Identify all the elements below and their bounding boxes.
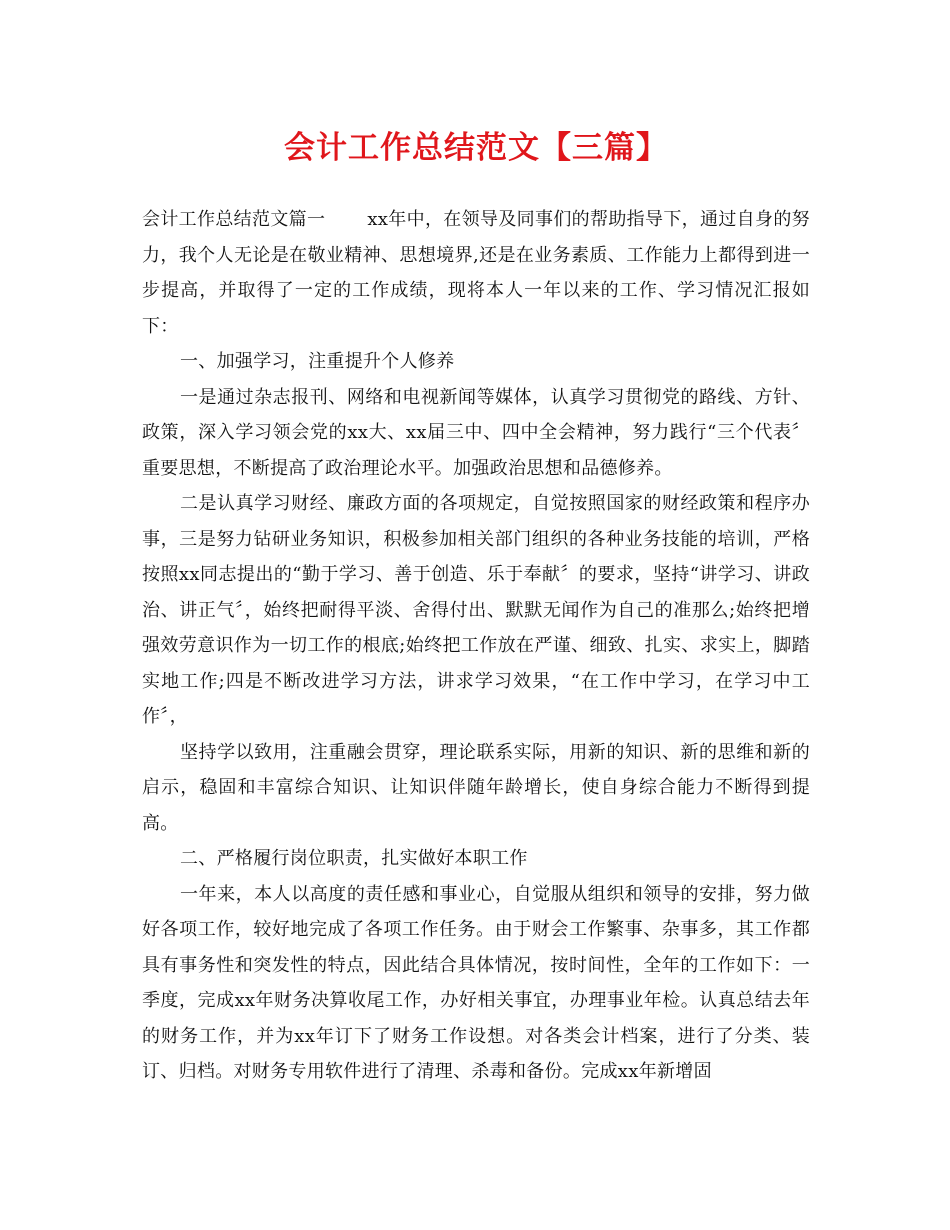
intro-paragraph [142, 202, 810, 344]
intro-text: xx年中，在领导及同事们的帮助指导下，通过自身的努力，我个人无论是在敬业精神、思想境界,还是在业务素质、工作能力上都得到进一步提高，并取得了一定的工作成绩，现将本人一年以来的工作、学习情况汇报如下： [142, 209, 810, 337]
body-paragraph: 一是通过杂志报刊、网络和电视新闻等媒体，认真学习贯彻党的路线、方针、政策，深入学习领会党的xx大、xx届三中、四中全会精神，努力践行“三个代表〞重要思想，不断提高了政治理论水平。加强政治思想和品德修养。 [142, 386, 810, 479]
intro-label: 会计工作总结范文篇一 [142, 209, 326, 230]
section-heading-1: 一、加强学习，注重提升个人修养 [180, 351, 455, 372]
body-paragraph: 二是认真学习财经、廉政方面的各项规定，自觉按照国家的财经政策和程序办事，三是努力钻研业务知识，积极参加相关部门组织的各种业务技能的培训，严格按照xx同志提出的“勤于学习、善于创造、乐于奉献〞的要求，坚持“讲学习、讲政治、讲正气〞，始终把耐得平淡、舍得付出、默默无闻作为自己的准那么;始终把增强效劳意识作为一切工作的根底;始终把工作放在严谨、细致、扎实、求实上，脚踏实地工作;四是不断改进学习方法，讲求学习效果，“在工作中学习，在学习中工作〞， [142, 493, 810, 727]
document-title: 会计工作总结范文【三篇】 [284, 130, 668, 166]
section-heading-2: 二、严格履行岗位职责，扎实做好本职工作 [180, 848, 528, 869]
body-paragraph: 一年来，本人以高度的责任感和事业心，自觉服从组织和领导的安排，努力做好各项工作，较好地完成了各项工作任务。由于财会工作繁事、杂事多，其工作都具有事务性和突发性的特点，因此结合具体情况，按时间性，全年的工作如下：一季度，完成xx年财务决算收尾工作，办好相关事宜，办理事业年检。认真总结去年的财务工作，并为xx年订下了财务工作设想。对各类会计档案，进行了分类、装订、归档。对财务专用软件进行了清理、杀毒和备份。完成xx年新增固 [142, 883, 810, 1082]
body-paragraph: 坚持学以致用，注重融会贯穿，理论联系实际，用新的知识、新的思维和新的启示，稳固和丰富综合知识、让知识伴随年龄增长，使自身综合能力不断得到提高。 [142, 741, 810, 834]
